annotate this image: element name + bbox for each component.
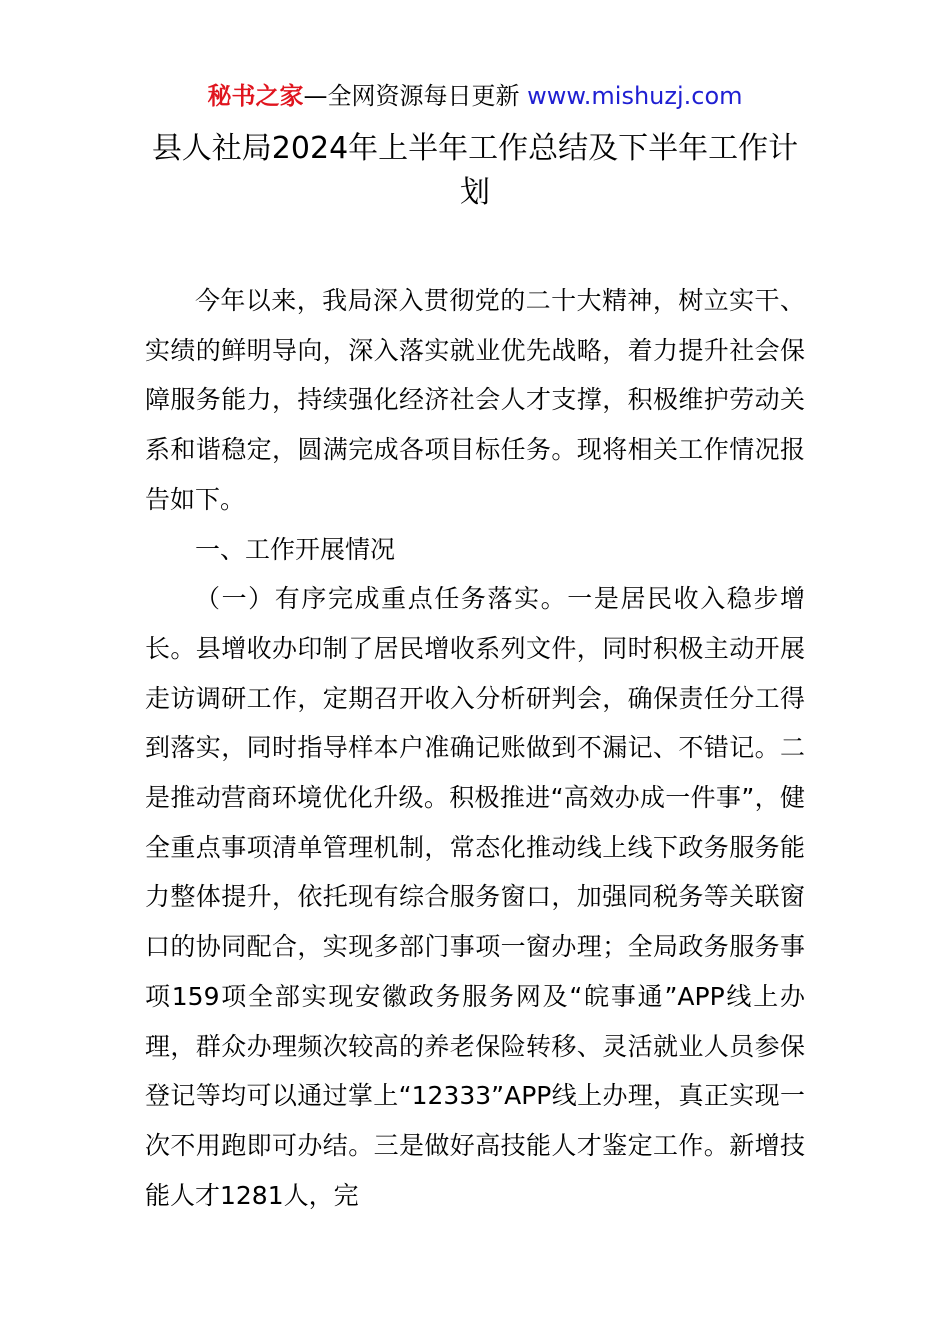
- subsection-paragraph: （一）有序完成重点任务落实。一是居民收入稳步增长。县增收办印制了居民增收系列文件，同时积极主动开展走访调研工作，定期召开收入分析研判会，确保责任分工得到落实，同时指导样本户准确记账做到不漏记、不错记。二是推动营商环境优化升级。积极推进“高效办成一件事”，健全重点事项清单管理机制，常态化推动线上线下政务服务能力整体提升，依托现有综合服务窗口，加强同税务等关联窗口的协同配合，实现多部门事项一窗办理；全局政务服务事项159项全部实现安徽政务服务网及“皖事通”APP线上办理，群众办理频次较高的养老保险转移、灵活就业人员参保登记等均可以通过掌上“12333”APP线上办理，真正实现一次不用跑即可办结。三是做好高技能人才鉴定工作。新增技能人才1281人，完: [145, 584, 805, 1210]
- site-url-link[interactable]: www.mishuzj.com: [527, 82, 743, 110]
- section-heading: 一、工作开展情况: [195, 534, 396, 564]
- document-body: [145, 276, 805, 1220]
- site-header: [0, 80, 950, 112]
- document-title: 县人社局2024年上半年工作总结及下半年工作计划: [151, 131, 799, 210]
- intro-paragraph: 今年以来，我局深入贯彻党的二十大精神，树立实干、实绩的鲜明导向，深入落实就业优先战略，着力提升社会保障服务能力，持续强化经济社会人才支撑，积极维护劳动关系和谐稳定，圆满完成各项目标任务。现将相关工作情况报告如下。: [145, 286, 805, 514]
- header-tagline: —全网资源每日更新: [303, 82, 520, 110]
- brand-name: 秘书之家: [207, 82, 304, 110]
